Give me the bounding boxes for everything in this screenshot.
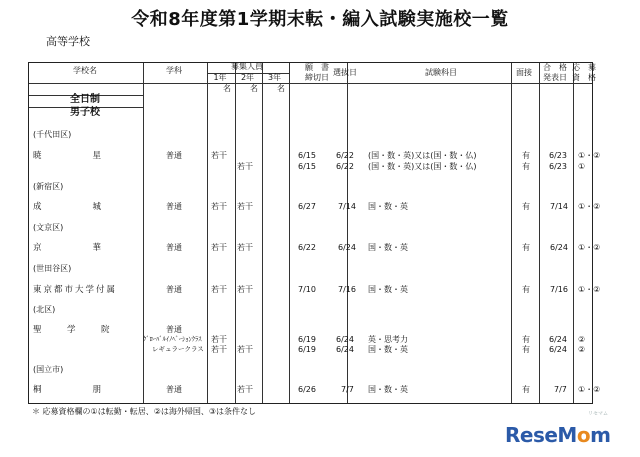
deadline: 7/10 (298, 285, 316, 294)
eligibility: ①・② (578, 151, 601, 160)
year1-count: 若干 (211, 243, 227, 252)
eligibility: ①・② (578, 202, 601, 211)
course: 普通 (166, 151, 182, 160)
deadline: 6/22 (298, 243, 316, 252)
result-date: 6/24 (549, 345, 567, 354)
result-date: 6/23 (549, 151, 567, 160)
col-recruit: 募集人員 (231, 62, 263, 71)
deadline: 6/15 (298, 162, 316, 171)
course: 普通 (166, 285, 182, 294)
course: 普通 (166, 243, 182, 252)
exam-date: 6/24 (338, 243, 356, 252)
col-year3: 3年 (267, 73, 282, 82)
interview: 有 (522, 385, 530, 394)
footnote: ＊ 応募資格欄の①は転勤・転居、②は海外帰国、③は条件なし (32, 407, 257, 416)
deadline: 6/27 (298, 202, 316, 211)
grid-line (539, 63, 540, 403)
course: 普通 (166, 385, 182, 394)
eligibility: ①・② (578, 243, 601, 252)
col-result-bottom: 発表日 (543, 73, 567, 82)
subjects: (国・数・英)又は(国・数・仏) (368, 162, 477, 171)
year1-count: 若干 (211, 345, 227, 354)
course: 普通 (166, 325, 182, 334)
col-result-top: 合 格 (543, 63, 567, 72)
year1-count: 若干 (211, 202, 227, 211)
exam-date: 6/22 (336, 162, 354, 171)
exam-date: 6/24 (336, 335, 354, 344)
school-name: 暁 星 (33, 151, 102, 161)
grid-line (262, 63, 263, 403)
course: 普通 (166, 202, 182, 211)
col-deadline-bottom: 締切日 (305, 73, 329, 82)
deadline: 6/15 (298, 151, 316, 160)
school-name: 聖 学 院 (33, 325, 110, 335)
col-eligibility-top: 応 募 (572, 63, 596, 72)
deadline: 6/26 (298, 385, 316, 394)
result-date: 6/24 (549, 335, 567, 344)
unit-year2: 名 (250, 84, 258, 93)
eligibility: ① (578, 162, 586, 171)
eligibility: ①・② (578, 285, 601, 294)
result-date: 7/16 (550, 285, 568, 294)
section-full-time: 全日制 (70, 94, 100, 105)
year1-count: 若干 (211, 335, 227, 344)
col-year2: 2年 (240, 73, 255, 82)
school-name: 桐 朋 (33, 385, 102, 395)
school-level-label: 高等学校 (46, 35, 90, 48)
year1-count: 若干 (211, 285, 227, 294)
result-date: 7/14 (550, 202, 568, 211)
col-deadline-top: 願 書 (305, 63, 329, 72)
result-date: 7/7 (554, 385, 567, 394)
ward-label: (国立市) (33, 365, 64, 374)
unit-year3: 名 (277, 84, 285, 93)
interview: 有 (522, 202, 530, 211)
col-course: 学科 (166, 66, 182, 75)
year2-count: 若干 (237, 345, 253, 354)
school-name: 京 華 (33, 243, 102, 253)
unit-year1: 名 (223, 84, 231, 93)
subjects: 国・数・英 (368, 285, 408, 294)
exam-date: 6/24 (336, 345, 354, 354)
ward-label: (北区) (33, 305, 56, 314)
class-name: レギュラークラス (152, 345, 204, 353)
watermark: リセマム (588, 411, 608, 417)
class-name: ｸﾞﾛｰﾊﾞﾙｲﾉﾍﾞｰｼｮﾝｸﾗｽ (143, 335, 202, 343)
grid-line (573, 63, 574, 403)
interview: 有 (522, 285, 530, 294)
eligibility: ①・② (578, 385, 601, 394)
year1-count: 若干 (211, 151, 227, 160)
subjects: 英・思考力 (368, 335, 408, 344)
logo-text-m: m (590, 423, 611, 447)
col-year1: 1年 (213, 73, 227, 82)
interview: 有 (522, 335, 530, 344)
interview: 有 (522, 345, 530, 354)
logo-text-o: o (576, 423, 591, 447)
exam-date: 7/16 (338, 285, 356, 294)
col-school: 学校名 (73, 66, 97, 75)
eligibility: ② (578, 335, 586, 344)
resemom-logo (505, 425, 610, 445)
subjects: 国・数・英 (368, 202, 408, 211)
subjects: (国・数・英)又は(国・数・仏) (368, 151, 477, 160)
grid-line (29, 83, 592, 84)
grid-line (289, 63, 290, 403)
col-exam-date: 選抜日 (333, 68, 357, 77)
interview: 有 (522, 243, 530, 252)
eligibility: ② (578, 345, 586, 354)
ward-label: (千代田区) (33, 130, 72, 139)
exam-date: 7/7 (341, 385, 354, 394)
interview: 有 (522, 151, 530, 160)
grid-line (143, 63, 144, 403)
year2-count: 若干 (237, 202, 253, 211)
result-date: 6/24 (550, 243, 568, 252)
grid-line (511, 63, 512, 403)
year2-count: 若干 (237, 162, 253, 171)
school-name: 成 城 (33, 202, 102, 212)
grid-line (207, 63, 208, 403)
subjects: 国・数・英 (368, 385, 408, 394)
interview: 有 (522, 162, 530, 171)
year2-count: 若干 (237, 243, 253, 252)
deadline: 6/19 (298, 335, 316, 344)
year2-count: 若干 (237, 285, 253, 294)
subjects: 国・数・英 (368, 345, 408, 354)
school-name: 東京都市大学付属 (33, 285, 118, 295)
ward-label: (文京区) (33, 223, 64, 232)
year2-count: 若干 (237, 385, 253, 394)
exam-date: 7/14 (338, 202, 356, 211)
ward-label: (新宿区) (33, 182, 64, 191)
ward-label: (世田谷区) (33, 264, 72, 273)
subjects: 国・数・英 (368, 243, 408, 252)
col-eligibility-bottom: 資 格 (572, 73, 596, 82)
deadline: 6/19 (298, 345, 316, 354)
section-boys: 男子校 (70, 107, 100, 118)
logo-text-a: ReseM (505, 423, 577, 447)
exam-date: 6/22 (336, 151, 354, 160)
col-subjects: 試験科目 (425, 68, 457, 77)
grid-line (235, 63, 236, 403)
page-title: 令和8年度第1学期末転・編入試験実施校一覧 (131, 9, 509, 30)
col-interview: 面接 (516, 68, 532, 77)
result-date: 6/23 (549, 162, 567, 171)
